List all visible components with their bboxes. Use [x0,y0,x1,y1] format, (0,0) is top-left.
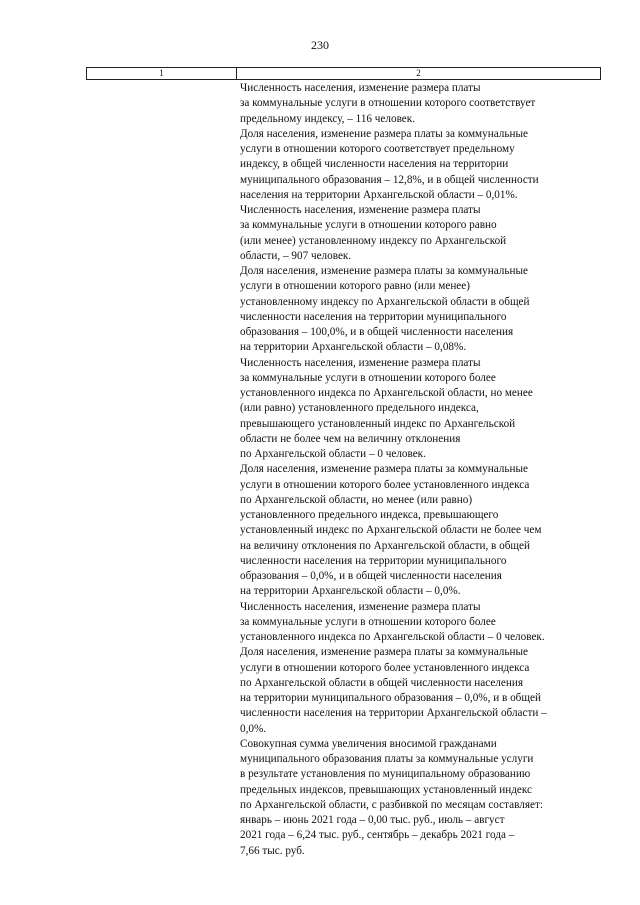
text-line: за коммунальные услуги в отношении которого равно [240,219,497,232]
text-line: численности населения на территории муниципального [240,554,507,567]
page-number: 230 [311,38,329,52]
text-line: Численность населения, изменение размера платы [240,356,481,369]
table-header-row [86,67,601,80]
text-line: Доля населения, изменение размера платы за коммунальные [240,265,528,277]
table-header-col-2: 2 [416,68,421,78]
text-line: предельному индексу, – 116 человек. [240,112,415,125]
text-line: области не более чем на величину отклонения [240,432,461,445]
text-line: установленному индексу по Архангельской области в общей [240,295,530,308]
text-line: в результате установления по муниципальному образованию [240,768,531,781]
text-line: на территории муниципального образования – 0,0%, и в общей [240,692,541,704]
text-line: за коммунальные услуги в отношении которого соответствует [240,97,536,110]
paragraph [240,600,605,646]
table-header-col-1: 1 [87,68,237,79]
text-line: установленного индекса по Архангельской области – 0 человек. [240,631,545,643]
text-line: образования – 0,0%, и в общей численности населения [240,570,502,582]
text-line: услуги в отношении которого более установленного индекса [240,661,530,674]
text-line: услуги в отношении которого более установленного индекса [240,478,530,491]
text-line: предельных индексов, превышающих установленный индекс [240,783,532,796]
text-line: численности населения на территории Архангельской области – [240,707,547,720]
text-line: услуги в отношении которого соответствует предельному [240,143,515,155]
text-line: (или равно) установленного предельного индекса, [240,402,479,415]
text-line: 2021 года – 6,24 тыс. руб., сентябрь – декабрь 2021 года – [240,829,515,842]
paragraph [240,81,605,127]
text-line: за коммунальные услуги в отношении которого более [240,615,496,628]
text-line: по Архангельской области, с разбивкой по месяцам составляет: [240,798,543,811]
text-line: Доля населения, изменение размера платы за коммунальные [240,463,528,476]
text-line: установленный индекс по Архангельской области не более чем [240,524,542,537]
paragraph [240,737,605,859]
text-line: услуги в отношении которого равно (или менее) [240,280,470,293]
text-line: на территории Архангельской области – 0,08%. [240,341,467,354]
text-line: индексу, в общей численности населения на территории [240,158,509,171]
text-line: по Архангельской области – 0 человек. [240,448,426,460]
document-body [240,81,605,859]
paragraph [240,356,605,463]
text-line: Доля населения, изменение размера платы за коммунальные [240,127,528,140]
text-line: Численность населения, изменение размера платы [240,204,481,216]
paragraph [240,264,605,356]
paragraph [240,462,605,599]
text-line: январь – июнь 2021 года – 0,00 тыс. руб., июль – август [240,814,505,826]
text-line: превышающего установленный индекс по Архангельской [240,417,516,430]
text-line: за коммунальные услуги в отношении которого более [240,371,496,384]
text-line: области, – 907 человек. [240,249,352,262]
paragraph [240,645,605,737]
text-line: по Архангельской области, но менее (или равно) [240,493,473,506]
text-line: численности населения на территории муниципального [240,310,507,323]
text-line: Численность населения, изменение размера платы [240,600,481,613]
text-line: на величину отклонения по Архангельской области, в общей [240,539,530,552]
text-line: по Архангельской области в общей численности населения [240,676,523,689]
text-line: Совокупная сумма увеличения вносимой гражданами [240,737,497,750]
text-line: муниципального образования платы за коммунальные услуги [240,753,534,765]
text-line: установленного индекса по Архангельской области, но менее [240,387,533,399]
text-line: Численность населения, изменение размера платы [240,82,481,94]
text-line: (или менее) установленному индексу по Архангельской [240,234,507,247]
text-line: установленного предельного индекса, превышающего [240,509,499,521]
text-line: на территории Архангельской области – 0,0%. [240,585,461,598]
paragraph [240,203,605,264]
text-line: муниципального образования – 12,8%, и в общей численности [240,173,539,186]
paragraph [240,127,605,203]
text-line: Доля населения, изменение размера платы за коммунальные [240,646,528,659]
text-line: 7,66 тыс. руб. [240,844,305,857]
text-line: населения на территории Архангельской области – 0,01%. [240,188,518,201]
text-line: образования – 100,0%, и в общей численности населения [240,326,514,338]
text-line: 0,0%. [240,722,267,735]
